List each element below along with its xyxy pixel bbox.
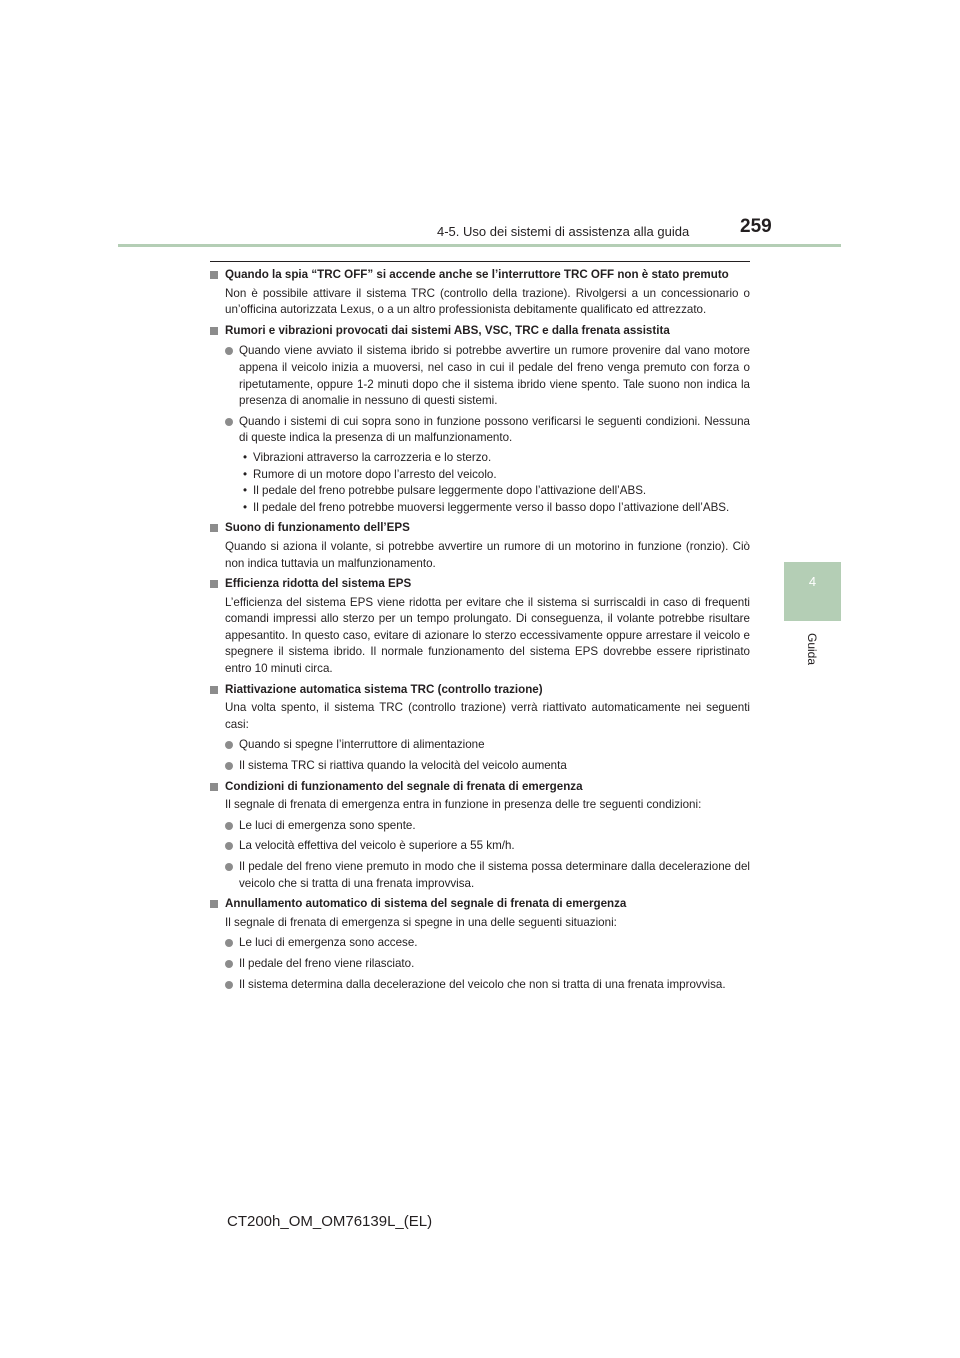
footer-doc-code: CT200h_OM_OM76139L_(EL) (227, 1213, 433, 1230)
square-bullet-icon (210, 900, 218, 908)
chapter-title: 4-5. Uso dei sistemi di assistenza alla guida (437, 224, 690, 239)
section-heading (210, 896, 750, 913)
circle-bullet-icon (225, 741, 233, 749)
bullet-text: Il pedale del freno viene rilasciato. (239, 956, 415, 970)
section-paragraph: Quando si aziona il volante, si potrebbe avvertire un rumore di un motorino in funzione (ronzio). Ciò non indica tuttavia un malfunzionamento. (225, 539, 750, 570)
section-paragraph: Non è possibile attivare il sistema TRC (controllo della trazione). Rivolgersi a un concessionario o un’officina autorizzata Lexus, o a un altro professionista debitamente qualificato ed attrezzato. (225, 286, 750, 317)
sub-list-text: Il pedale del freno potrebbe pulsare leggermente dopo l’attivazione dell’ABS. (253, 484, 647, 498)
section (210, 682, 750, 775)
bullet-text: Il sistema determina dalla decelerazione del veicolo che non si tratta di una frenata improvvisa. (239, 977, 726, 991)
chapter-side-label (782, 624, 842, 674)
small-dot-icon: • (243, 484, 248, 498)
bullet-item (210, 758, 750, 775)
circle-bullet-icon (225, 842, 233, 850)
section-heading-text: Riattivazione automatica sistema TRC (controllo trazione) (225, 682, 543, 696)
circle-bullet-icon (225, 981, 233, 989)
bullet-item (210, 414, 750, 447)
section-heading-text: Suono di funzionamento dell’EPS (225, 521, 410, 535)
bullet-item (210, 737, 750, 754)
section-heading-text: Quando la spia “TRC OFF” si accende anche se l’interruttore TRC OFF non è stato premuto (225, 268, 729, 281)
bullet-item (210, 977, 750, 994)
bullet-item (210, 956, 750, 973)
content-top-rule (210, 261, 750, 262)
small-dot-icon: • (243, 500, 248, 514)
section (210, 267, 750, 319)
section (210, 779, 750, 893)
square-bullet-icon (210, 327, 218, 335)
circle-bullet-icon (225, 960, 233, 968)
sub-list-item (210, 450, 750, 467)
sub-list (210, 450, 750, 516)
bullet-text: Le luci di emergenza sono spente. (239, 818, 416, 832)
sub-list-text: Il pedale del freno potrebbe muoversi leggermente verso il basso dopo l’attivazione dell’ABS. (253, 500, 730, 514)
section-heading-text: Rumori e vibrazioni provocati dai sistemi ABS, VSC, TRC e dalla frenata assistita (225, 323, 670, 337)
sub-list-item (210, 500, 750, 517)
small-dot-icon: • (243, 467, 248, 481)
section-heading (210, 682, 750, 699)
section-heading (210, 267, 750, 284)
section (210, 576, 750, 678)
section-heading-text: Condizioni di funzionamento del segnale di frenata di emergenza (225, 779, 583, 793)
section-paragraph: Il segnale di frenata di emergenza si spegne in una delle seguenti situazioni: (225, 915, 617, 929)
section-paragraph: L’efficienza del sistema EPS viene ridotta per evitare che il sistema si surriscaldi in caso di frequenti comandi impressi allo sterzo per un tempo prolungato. Di conseguenza, il volante potrebbe risultare appesantito. In questo caso, evitare di azionare lo sterzo eccessivamente oppure arrestare il veicolo e spegnere il sistema ibrido. Il normale funzionamento del sistema EPS dovrebbe essere ripristinato entro 10 minuti circa. (225, 595, 750, 676)
sub-list-item (210, 483, 750, 500)
sub-list-item (210, 467, 750, 484)
section-heading (210, 323, 750, 340)
bullet-text: Il sistema TRC si riattiva quando la velocità del veicolo aumenta (239, 759, 567, 773)
header-rule (118, 244, 841, 247)
section-heading (210, 779, 750, 796)
square-bullet-icon (210, 783, 218, 791)
chapter-side-label-text: Guida (805, 632, 819, 666)
small-dot-icon: • (243, 450, 248, 464)
sub-list-text: Vibrazioni attraverso la carrozzeria e lo sterzo. (253, 450, 492, 464)
chapter-tab-number: 4 (808, 574, 817, 589)
section (210, 323, 750, 517)
bullet-text: La velocità effettiva del veicolo è superiore a 55 km/h. (239, 839, 515, 853)
section (210, 520, 750, 572)
square-bullet-icon (210, 271, 218, 279)
section-heading (210, 520, 750, 537)
section-heading (210, 576, 750, 593)
bullet-text: Quando i sistemi di cui sopra sono in funzione possono verificarsi le seguenti condizioni. Nessuna di queste indica la presenza di un malfunzionamento. (239, 414, 750, 445)
section-heading-text: Efficienza ridotta del sistema EPS (225, 577, 412, 591)
circle-bullet-icon (225, 939, 233, 947)
content-body (210, 267, 750, 997)
square-bullet-icon (210, 524, 218, 532)
square-bullet-icon (210, 686, 218, 694)
bullet-item (210, 343, 750, 409)
circle-bullet-icon (225, 863, 233, 871)
circle-bullet-icon (225, 822, 233, 830)
circle-bullet-icon (225, 418, 233, 426)
bullet-text: Quando si spegne l’interruttore di alimentazione (239, 738, 485, 752)
bullet-text: Il pedale del freno viene premuto in modo che il sistema possa determinare dalla decelerazione del veicolo che si tratta di una frenata improvvisa. (239, 860, 750, 890)
bullet-text: Le luci di emergenza sono accese. (239, 936, 418, 950)
section-paragraph: Una volta spento, il sistema TRC (controllo trazione) verrà riattivato automaticamente nei seguenti casi: (225, 701, 750, 731)
bullet-item (210, 818, 750, 835)
page-number: 259 (740, 216, 772, 237)
bullet-item (210, 859, 750, 892)
bullet-item (210, 935, 750, 952)
chapter-tab (784, 562, 841, 621)
circle-bullet-icon (225, 762, 233, 770)
bullet-item (210, 838, 750, 855)
section-paragraph: Il segnale di frenata di emergenza entra in funzione in presenza delle tre seguenti condizioni: (225, 798, 702, 812)
section (210, 896, 750, 993)
bullet-text: Quando viene avviato il sistema ibrido si potrebbe avvertire un rumore provenire dal vano motore appena il veicolo inizia a muoversi, nel caso in cui il pedale del freno venga premuto con forza o ripetutamente, oppure 1-2 minuti dopo che il sistema ibrido viene spento. Tale suono non indica la presenza di anomalie in nessuno di questi sistemi. (239, 344, 750, 408)
square-bullet-icon (210, 580, 218, 588)
sub-list-text: Rumore di un motore dopo l’arresto del veicolo. (253, 467, 497, 481)
section-heading-text: Annullamento automatico di sistema del segnale di frenata di emergenza (225, 897, 627, 911)
circle-bullet-icon (225, 347, 233, 355)
